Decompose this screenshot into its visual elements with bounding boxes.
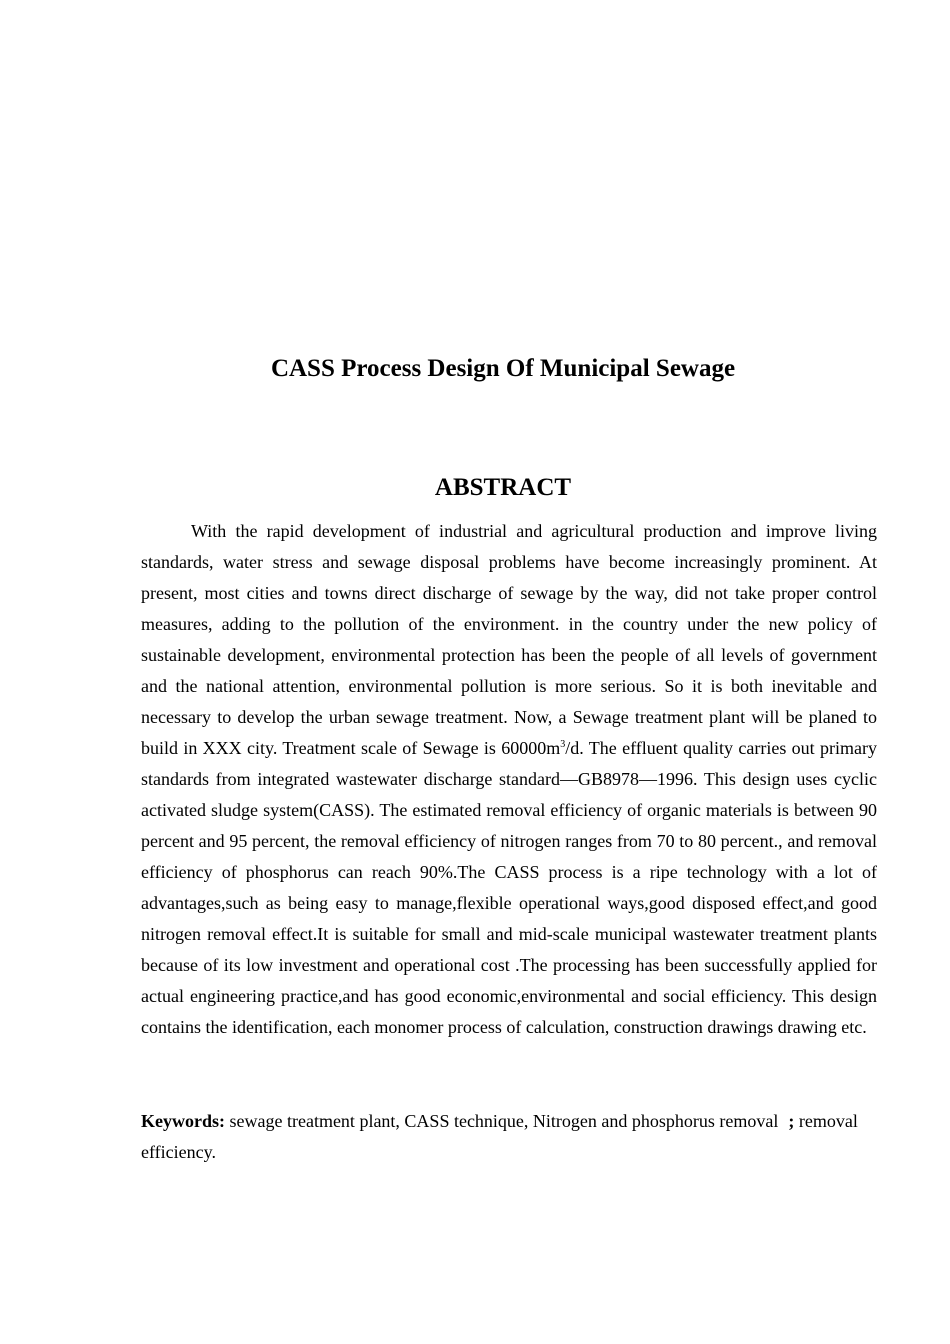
keywords-text-part1: sewage treatment plant, CASS technique, Nitrogen and phosphorus removal	[229, 1111, 779, 1131]
abstract-heading: ABSTRACT	[434, 474, 572, 501]
abstract-text-part2: /d. The effluent quality carries out primary standards from integrated wastewater discharge standard—GB8978—1996. This design uses cyclic activated sludge system(CASS). The estimated removal efficiency of organic materials is between 90 percent and 95 percent, the removal efficiency of nitrogen ranges from 70 to 80 percent., and removal efficiency of phosphorus can reach 90%.The CASS process is a ripe technology with a lot of advantages,such as being easy to manage,flexible operational ways,good disposed effect,and good nitrogen removal effect.It is suitable for small and mid-scale municipal wastewater treatment plants because of its low investment and operational cost .The processing has been successfully applied for actual engineering practice,and has good economic,environmental and social efficiency. This design contains the identification, each monomer process of calculation, construction drawings drawing etc.	[141, 738, 877, 1037]
keywords-line	[141, 1106, 877, 1168]
keywords-label: Keywords:	[141, 1111, 225, 1131]
superscript-cubic: 3	[560, 739, 566, 750]
paper-title: CASS Process Design Of Municipal Sewage	[270, 355, 736, 382]
abstract-paragraph	[141, 516, 877, 1043]
keywords-separator: ;	[788, 1111, 795, 1131]
keywords-text-part2: removal efficiency.	[141, 1111, 858, 1162]
abstract-text-part1: With the rapid development of industrial and agricultural production and improve living standards, water stress and sewage disposal problems have become increasingly prominent. At present, most cities and towns direct discharge of sewage by the way, did not take proper control measures, adding to the pollution of the environment. in the country under the new policy of sustainable development, environmental protection has been the people of all levels of government and the national attention, environmental pollution is more serious. So it is both inevitable and necessary to develop the urban sewage treatment. Now, a Sewage treatment plant will be planed to build in XXX city. Treatment scale of Sewage is 60000m	[141, 521, 877, 758]
